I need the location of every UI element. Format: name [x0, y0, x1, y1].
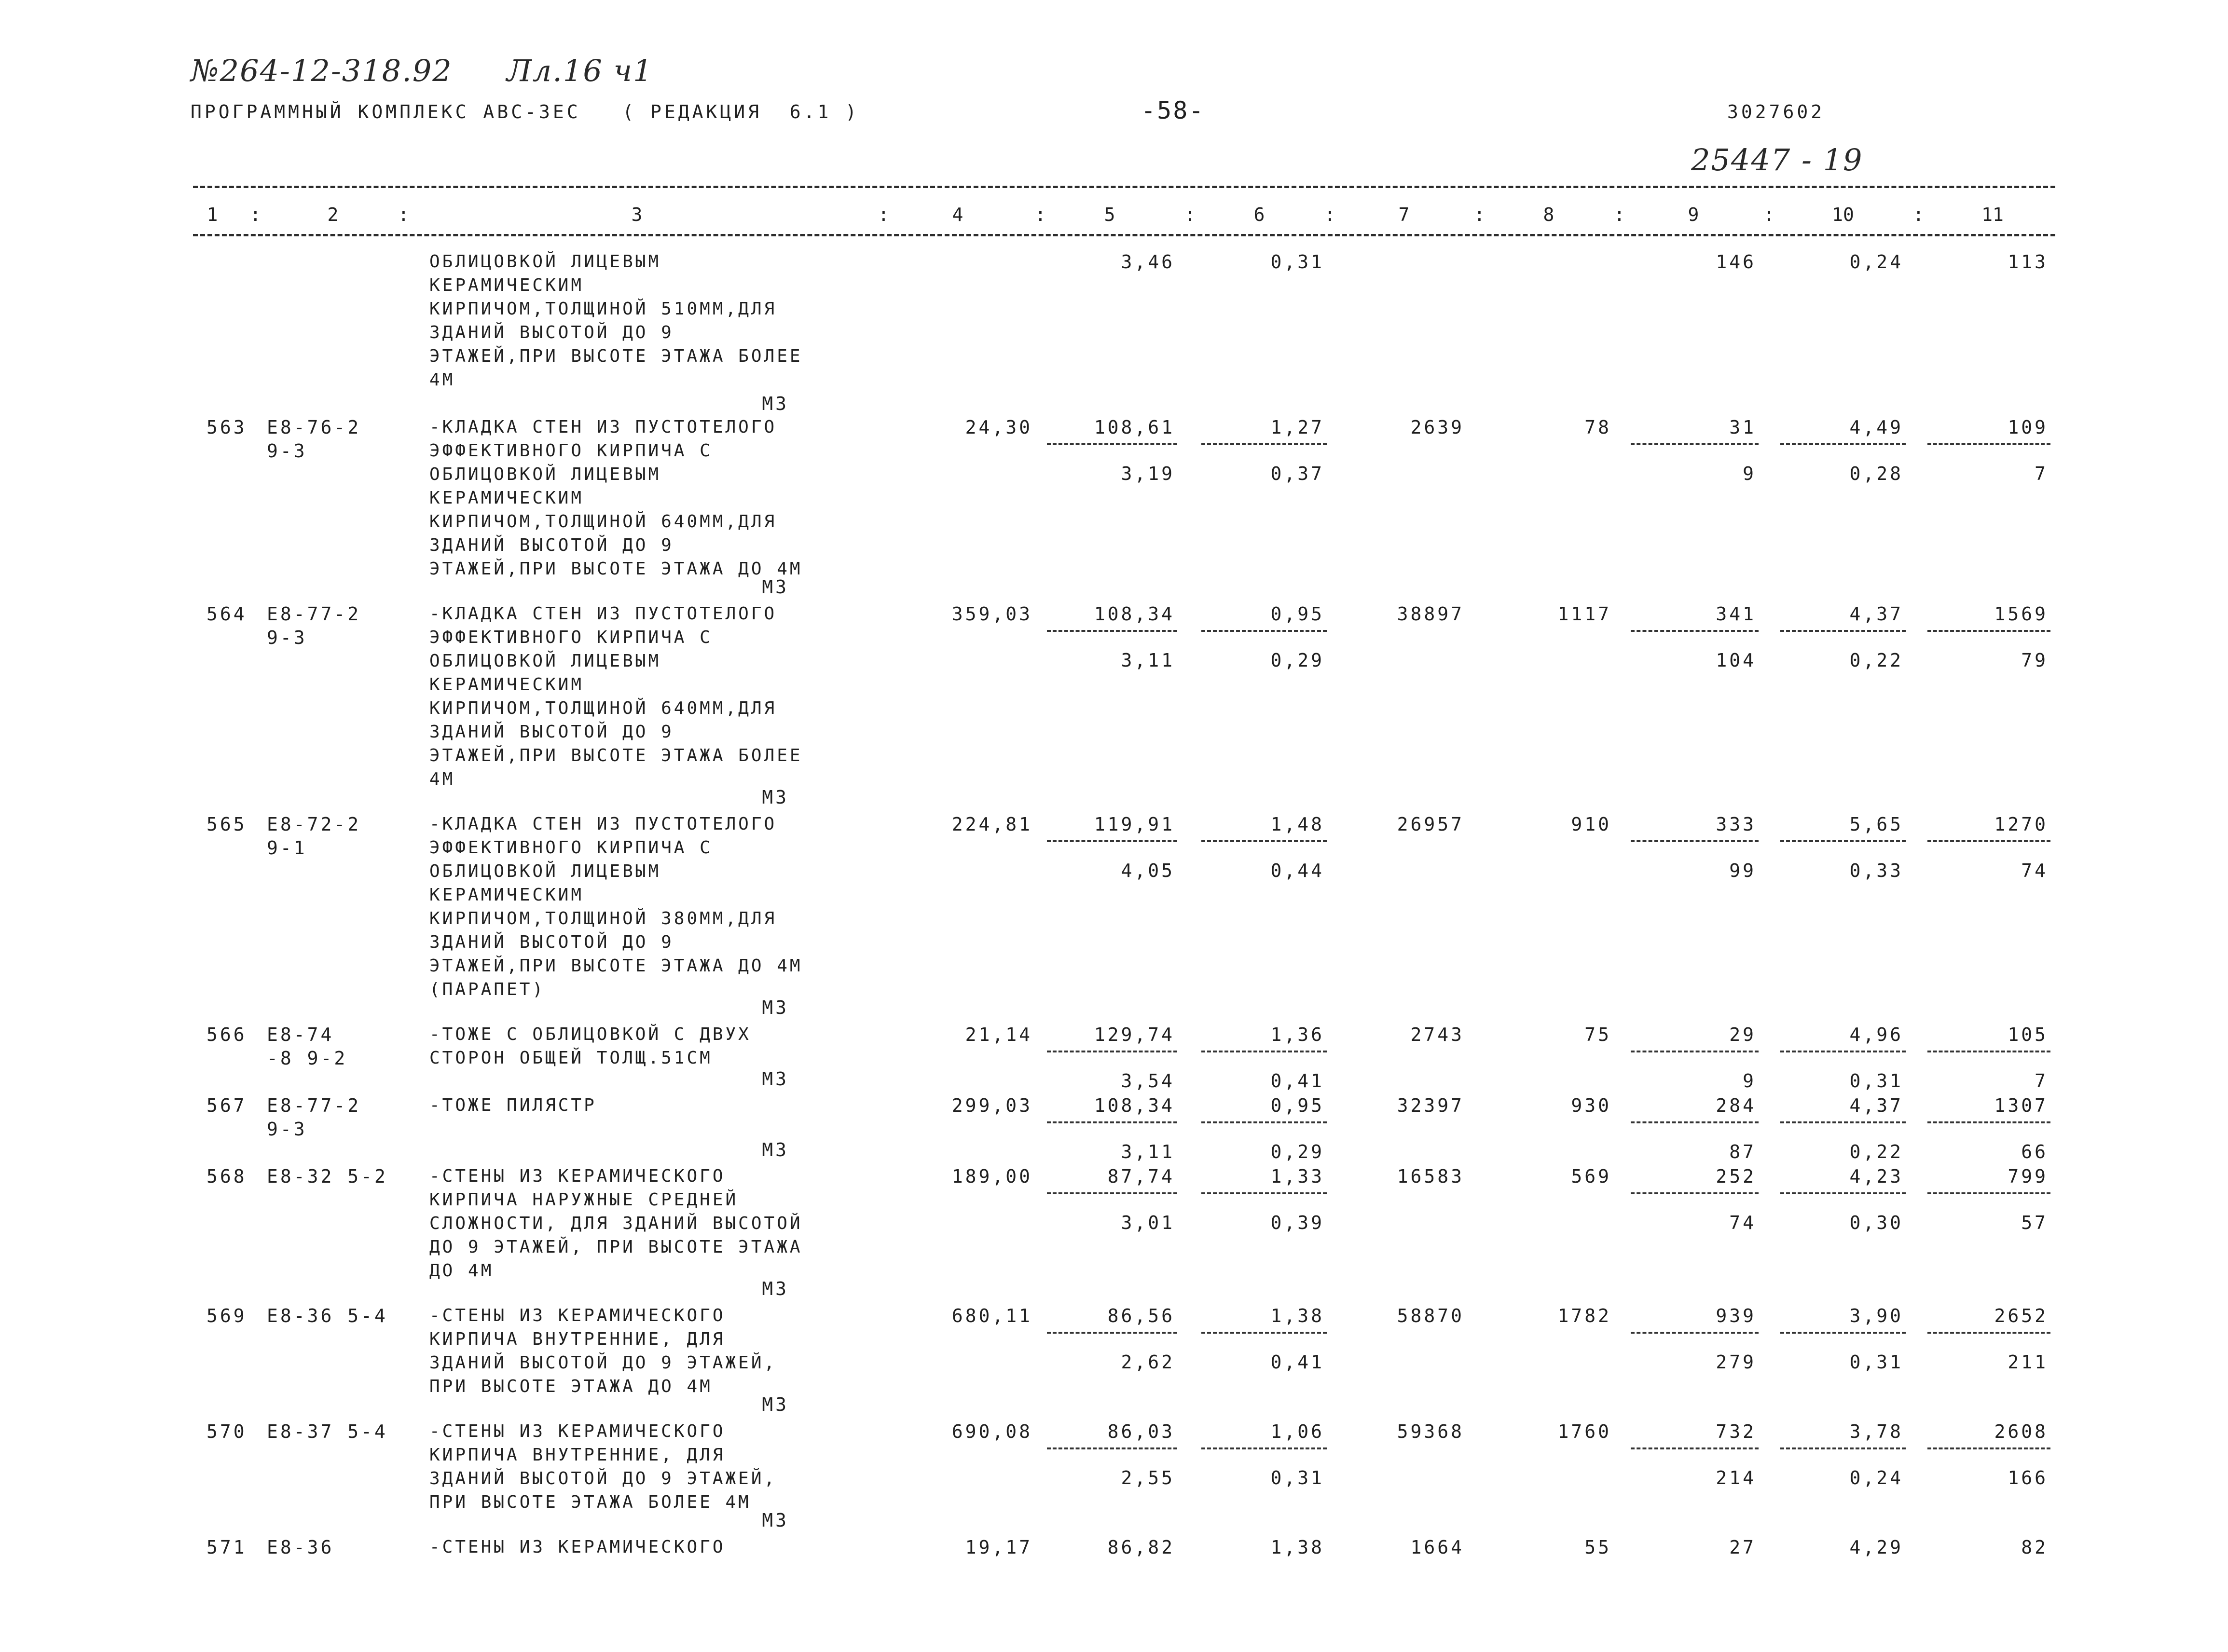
cell-c10: 5,65: [1849, 814, 1903, 835]
cell-c6-lower: 0,29: [1270, 1141, 1324, 1162]
cell-c5: 86,82: [1107, 1537, 1175, 1558]
fraction-divider: [1780, 840, 1906, 842]
cell-c11-lower: 66: [2021, 1141, 2048, 1162]
cell-c6-lower: 0,41: [1270, 1352, 1324, 1373]
column-header-1: 1: [206, 204, 218, 225]
program-title: ПРОГРАММНЫЙ КОМПЛЕКС АВС-3ЕС ( РЕДАКЦИЯ 6.1 ): [191, 101, 860, 123]
cell-c9: 31: [1729, 417, 1756, 438]
unit-label: М3: [762, 1394, 789, 1415]
description-line: ПРИ ВЫСОТЕ ЭТАЖА БОЛЕЕ 4М: [429, 1492, 751, 1512]
cell-c11: 109: [2008, 417, 2048, 438]
description-line: ЭФФЕКТИВНОГО КИРПИЧА С: [429, 628, 713, 647]
description-line: 4М: [429, 769, 455, 789]
column-header-10: 10: [1832, 204, 1854, 225]
fraction-divider: [1780, 1051, 1906, 1052]
description-line: СЛОЖНОСТИ, ДЛЯ ЗДАНИЙ ВЫСОТОЙ: [429, 1214, 803, 1233]
rate-code: Е8-77-2: [267, 603, 361, 625]
description-line: -СТЕНЫ ИЗ КЕРАМИЧЕСКОГО: [429, 1166, 726, 1186]
fraction-divider: [1631, 1192, 1759, 1194]
cell-c11: 82: [2021, 1537, 2048, 1558]
fraction-divider: [1201, 1121, 1327, 1123]
rate-code: Е8-76-2: [267, 417, 361, 438]
fraction-divider: [1047, 1192, 1177, 1194]
description-line: ПРИ ВЫСОТЕ ЭТАЖА ДО 4М: [429, 1377, 713, 1396]
fraction-divider: [1927, 840, 2050, 842]
row-number: 563: [206, 417, 247, 438]
fraction-divider: [1631, 1332, 1759, 1334]
description-line: ЭТАЖЕЙ,ПРИ ВЫСОТЕ ЭТАЖА ДО 4М: [429, 956, 803, 976]
row-number: 570: [206, 1421, 247, 1442]
handwritten-stamp: 25447 - 19: [1691, 142, 1863, 177]
description-line: ОБЛИЦОВКОЙ ЛИЦЕВЫМ: [429, 651, 661, 671]
cell-c11-lower: 7: [2035, 1070, 2048, 1092]
cell-c10: 4,96: [1849, 1024, 1903, 1045]
row-number: 569: [206, 1305, 247, 1326]
cell-c10: 4,29: [1849, 1537, 1903, 1558]
cell-c8: 1760: [1557, 1421, 1611, 1442]
rate-code: Е8-37 5-4: [267, 1421, 388, 1442]
description-line: -СТЕНЫ ИЗ КЕРАМИЧЕСКОГО: [429, 1306, 726, 1325]
fraction-divider: [1631, 1051, 1759, 1052]
rate-code: Е8-77-2: [267, 1095, 361, 1116]
fraction-divider: [1927, 443, 2050, 445]
description-line: ЭФФЕКТИВНОГО КИРПИЧА С: [429, 441, 713, 461]
cell-c6-lower: 0,39: [1270, 1212, 1324, 1233]
cell-col5-lower: 3,46: [1121, 251, 1175, 273]
column-separator: :: [1184, 204, 1196, 225]
header-rule-bottom: [193, 234, 2055, 236]
cell-c5: 87,74: [1107, 1166, 1175, 1187]
fraction-divider: [1631, 443, 1759, 445]
cell-c7: 2639: [1410, 417, 1464, 438]
description-line: КЕРАМИЧЕСКИМ: [429, 488, 584, 508]
cell-c7: 2743: [1410, 1024, 1464, 1045]
row-number: 566: [206, 1024, 247, 1045]
unit-label: М3: [762, 787, 789, 808]
description-line: ЗДАНИЙ ВЫСОТОЙ ДО 9: [429, 323, 674, 342]
cell-c9: 939: [1716, 1305, 1756, 1326]
cell-c11-lower: 211: [2008, 1352, 2048, 1373]
fraction-divider: [1201, 1051, 1327, 1052]
unit-label: М3: [762, 1278, 789, 1299]
cell-c11: 1307: [1994, 1095, 2048, 1116]
cell-c9: 252: [1716, 1166, 1756, 1187]
description-line: (ПАРАПЕТ): [429, 980, 546, 999]
cell-c8: 1782: [1557, 1305, 1611, 1326]
description-line: СТОРОН ОБЩЕЙ ТОЛЩ.51СМ: [429, 1048, 713, 1068]
fraction-divider: [1201, 1332, 1327, 1334]
cell-c5-lower: 3,01: [1121, 1212, 1175, 1233]
description-line: -СТЕНЫ ИЗ КЕРАМИЧЕСКОГО: [429, 1421, 726, 1441]
description-line: КИРПИЧА ВНУТРЕННИЕ, ДЛЯ: [429, 1445, 726, 1465]
rate-code: Е8-72-2: [267, 814, 361, 835]
cell-c7: 38897: [1397, 603, 1464, 625]
description-line: ДО 4М: [429, 1261, 494, 1281]
fraction-divider: [1047, 1332, 1177, 1334]
cell-c6: 1,27: [1270, 417, 1324, 438]
description-line: -КЛАДКА СТЕН ИЗ ПУСТОТЕЛОГО: [429, 417, 777, 437]
cell-c7: 1664: [1410, 1537, 1464, 1558]
cell-c9-lower: 87: [1729, 1141, 1756, 1162]
cell-c5-lower: 3,11: [1121, 1141, 1175, 1162]
rate-code: Е8-36 5-4: [267, 1305, 388, 1326]
fraction-divider: [1780, 630, 1906, 632]
cell-c5-lower: 2,55: [1121, 1467, 1175, 1488]
fraction-divider: [1201, 630, 1327, 632]
column-separator: :: [1614, 204, 1625, 225]
cell-c11-lower: 79: [2021, 650, 2048, 671]
fraction-divider: [1780, 1192, 1906, 1194]
cell-c4: 224,81: [951, 814, 1032, 835]
unit-label: М3: [762, 576, 789, 598]
cell-c11: 2652: [1994, 1305, 2048, 1326]
handwritten-doc-number: №264-12-318.92: [191, 53, 453, 88]
description-line: -ТОЖЕ С ОБЛИЦОВКОЙ С ДВУХ: [429, 1024, 751, 1044]
cell-c9-lower: 99: [1729, 860, 1756, 881]
description-line: КЕРАМИЧЕСКИМ: [429, 885, 584, 905]
description-line: КИРПИЧОМ,ТОЛЩИНОЙ 640ММ,ДЛЯ: [429, 698, 777, 718]
cell-col10-lower: 0,24: [1849, 251, 1903, 273]
cell-c4: 24,30: [965, 417, 1032, 438]
cell-c9-lower: 9: [1743, 1070, 1756, 1092]
description-line: ЗДАНИЙ ВЫСОТОЙ ДО 9 ЭТАЖЕЙ,: [429, 1353, 777, 1373]
fraction-divider: [1047, 630, 1177, 632]
fraction-divider: [1927, 1332, 2050, 1334]
description-line: -КЛАДКА СТЕН ИЗ ПУСТОТЕЛОГО: [429, 604, 777, 624]
cell-col9-lower: 146: [1716, 251, 1756, 273]
column-separator: :: [1324, 204, 1335, 225]
fraction-divider: [1047, 443, 1177, 445]
description-line: ЭТАЖЕЙ,ПРИ ВЫСОТЕ ЭТАЖА ДО 4М: [429, 559, 803, 579]
fraction-divider: [1927, 630, 2050, 632]
cell-c11: 2608: [1994, 1421, 2048, 1442]
cell-c5: 86,56: [1107, 1305, 1175, 1326]
fraction-divider: [1780, 1447, 1906, 1449]
cell-c10: 3,78: [1849, 1421, 1903, 1442]
cell-c4: 21,14: [965, 1024, 1032, 1045]
cell-c11: 1569: [1994, 603, 2048, 625]
cell-c9: 341: [1716, 603, 1756, 625]
unit-label: М3: [762, 1139, 789, 1160]
column-header-2: 2: [327, 204, 339, 225]
cell-c6: 1,38: [1270, 1305, 1324, 1326]
handwritten-sheet: Лл.16 ч1: [507, 53, 653, 88]
description-line: 4М: [429, 370, 455, 390]
cell-c10-lower: 0,30: [1849, 1212, 1903, 1233]
description-line: ОБЛИЦОВКОЙ ЛИЦЕВЫМ: [429, 464, 661, 484]
description-line: ОБЛИЦОВКОЙ ЛИЦЕВЫМ: [429, 252, 661, 272]
cell-c6-lower: 0,29: [1270, 650, 1324, 671]
cell-c10: 4,37: [1849, 1095, 1903, 1116]
cell-c11-lower: 7: [2035, 463, 2048, 484]
page-number: -58-: [1141, 96, 1205, 124]
cell-c8: 1117: [1557, 603, 1611, 625]
cell-col11-lower: 113: [2008, 251, 2048, 273]
cell-c8: 569: [1571, 1166, 1611, 1187]
cell-c9-lower: 279: [1716, 1352, 1756, 1373]
description-line: ЭТАЖЕЙ,ПРИ ВЫСОТЕ ЭТАЖА БОЛЕЕ: [429, 746, 803, 765]
row-number: 564: [206, 603, 247, 625]
cell-c10-lower: 0,28: [1849, 463, 1903, 484]
fraction-divider: [1201, 1447, 1327, 1449]
cell-c8: 55: [1584, 1537, 1611, 1558]
description-line: ЭТАЖЕЙ,ПРИ ВЫСОТЕ ЭТАЖА БОЛЕЕ: [429, 346, 803, 366]
cell-c6: 1,48: [1270, 814, 1324, 835]
cell-c4: 680,11: [951, 1305, 1032, 1326]
column-separator: :: [1763, 204, 1774, 225]
fraction-divider: [1201, 1192, 1327, 1194]
description-line: КИРПИЧА НАРУЖНЫЕ СРЕДНЕЙ: [429, 1190, 739, 1210]
description-line: -СТЕНЫ ИЗ КЕРАМИЧЕСКОГО: [429, 1537, 726, 1557]
cell-c6-lower: 0,44: [1270, 860, 1324, 881]
column-separator: :: [398, 204, 409, 225]
cell-c5-lower: 3,19: [1121, 463, 1175, 484]
description-line: КЕРАМИЧЕСКИМ: [429, 275, 584, 295]
fraction-divider: [1780, 1332, 1906, 1334]
cell-c8: 75: [1584, 1024, 1611, 1045]
fraction-divider: [1631, 840, 1759, 842]
cell-c7: 59368: [1397, 1421, 1464, 1442]
column-separator: :: [250, 204, 261, 225]
column-separator: :: [1474, 204, 1485, 225]
description-line: ЗДАНИЙ ВЫСОТОЙ ДО 9 ЭТАЖЕЙ,: [429, 1469, 777, 1488]
cell-c9-lower: 214: [1716, 1467, 1756, 1488]
column-separator: :: [878, 204, 889, 225]
cell-c5: 108,34: [1094, 603, 1175, 625]
cell-c6: 1,33: [1270, 1166, 1324, 1187]
cell-c9: 27: [1729, 1537, 1756, 1558]
cell-c5: 86,03: [1107, 1421, 1175, 1442]
cell-c11-lower: 74: [2021, 860, 2048, 881]
cell-c10-lower: 0,22: [1849, 1141, 1903, 1162]
cell-c11: 799: [2008, 1166, 2048, 1187]
cell-c5-lower: 4,05: [1121, 860, 1175, 881]
fraction-divider: [1631, 1121, 1759, 1123]
cell-c6: 1,36: [1270, 1024, 1324, 1045]
cell-c6: 0,95: [1270, 603, 1324, 625]
cell-c5-lower: 3,54: [1121, 1070, 1175, 1092]
cell-c9-lower: 104: [1716, 650, 1756, 671]
cell-c9-lower: 74: [1729, 1212, 1756, 1233]
cell-c10: 4,49: [1849, 417, 1903, 438]
fraction-divider: [1631, 630, 1759, 632]
cell-c8: 78: [1584, 417, 1611, 438]
column-header-11: 11: [1981, 204, 2004, 225]
cell-c5-lower: 2,62: [1121, 1352, 1175, 1373]
cell-c7: 58870: [1397, 1305, 1464, 1326]
cell-c7: 16583: [1397, 1166, 1464, 1187]
cell-c7: 26957: [1397, 814, 1464, 835]
column-header-8: 8: [1543, 204, 1554, 225]
unit-label: М3: [762, 1510, 789, 1531]
fraction-divider: [1047, 840, 1177, 842]
fraction-divider: [1047, 1121, 1177, 1123]
cell-c10-lower: 0,31: [1849, 1352, 1903, 1373]
cell-c9-lower: 9: [1743, 463, 1756, 484]
row-number: 568: [206, 1166, 247, 1187]
cell-c4: 299,03: [951, 1095, 1032, 1116]
cell-c10: 4,23: [1849, 1166, 1903, 1187]
description-line: ЗДАНИЙ ВЫСОТОЙ ДО 9: [429, 722, 674, 742]
column-separator: :: [1035, 204, 1046, 225]
description-line: ЗДАНИЙ ВЫСОТОЙ ДО 9: [429, 535, 674, 555]
cell-c4: 19,17: [965, 1537, 1032, 1558]
description-line: -КЛАДКА СТЕН ИЗ ПУСТОТЕЛОГО: [429, 814, 777, 834]
rate-code: Е8-74: [267, 1024, 334, 1045]
cell-c8: 910: [1571, 814, 1611, 835]
rate-code-sub: -8 9-2: [267, 1048, 348, 1069]
cell-c10-lower: 0,22: [1849, 650, 1903, 671]
unit-label: М3: [762, 997, 789, 1018]
cell-c4: 690,08: [951, 1421, 1032, 1442]
row-number: 567: [206, 1095, 247, 1116]
rate-code: Е8-36: [267, 1537, 334, 1558]
cell-c5: 108,61: [1094, 417, 1175, 438]
cell-c11-lower: 57: [2021, 1212, 2048, 1233]
cell-c6: 1,06: [1270, 1421, 1324, 1442]
cell-c11: 1270: [1994, 814, 2048, 835]
cell-c9: 29: [1729, 1024, 1756, 1045]
rate-code-sub: 9-3: [267, 440, 307, 462]
column-header-4: 4: [952, 204, 963, 225]
cell-c4: 359,03: [951, 603, 1032, 625]
fraction-divider: [1631, 1447, 1759, 1449]
fraction-divider: [1927, 1121, 2050, 1123]
cell-c10-lower: 0,31: [1849, 1070, 1903, 1092]
cell-c10: 4,37: [1849, 603, 1903, 625]
cell-c6-lower: 0,37: [1270, 463, 1324, 484]
document-code: 3027602: [1727, 101, 1825, 123]
cell-c6-lower: 0,41: [1270, 1070, 1324, 1092]
rate-code: Е8-32 5-2: [267, 1166, 388, 1187]
rate-code-sub: 9-3: [267, 1119, 307, 1140]
description-line: ОБЛИЦОВКОЙ ЛИЦЕВЫМ: [429, 861, 661, 881]
fraction-divider: [1780, 1121, 1906, 1123]
cell-col6-lower: 0,31: [1270, 251, 1324, 273]
description-line: ЭФФЕКТИВНОГО КИРПИЧА С: [429, 838, 713, 858]
unit-label: М3: [762, 393, 789, 414]
unit-label: М3: [762, 1068, 789, 1090]
fraction-divider: [1201, 840, 1327, 842]
cell-c6-lower: 0,31: [1270, 1467, 1324, 1488]
cell-c10-lower: 0,33: [1849, 860, 1903, 881]
description-line: -ТОЖЕ ПИЛЯСТР: [429, 1095, 597, 1115]
description-line: КИРПИЧОМ,ТОЛЩИНОЙ 510ММ,ДЛЯ: [429, 299, 777, 319]
row-number: 571: [206, 1537, 247, 1558]
rate-code-sub: 9-3: [267, 627, 307, 648]
column-header-6: 6: [1253, 204, 1265, 225]
fraction-divider: [1927, 1051, 2050, 1052]
column-separator: :: [1913, 204, 1924, 225]
cell-c9: 284: [1716, 1095, 1756, 1116]
column-header-9: 9: [1688, 204, 1699, 225]
cell-c9: 732: [1716, 1421, 1756, 1442]
fraction-divider: [1047, 1051, 1177, 1052]
description-line: КИРПИЧОМ,ТОЛЩИНОЙ 640ММ,ДЛЯ: [429, 512, 777, 532]
cell-c6: 1,38: [1270, 1537, 1324, 1558]
cell-c11: 105: [2008, 1024, 2048, 1045]
description-line: КИРПИЧА ВНУТРЕННИЕ, ДЛЯ: [429, 1329, 726, 1349]
rate-code-sub: 9-1: [267, 837, 307, 859]
column-header-5: 5: [1104, 204, 1115, 225]
description-line: ЗДАНИЙ ВЫСОТОЙ ДО 9: [429, 932, 674, 952]
column-header-3: 3: [631, 204, 643, 225]
header-rule-top: [193, 186, 2055, 188]
cell-c5: 119,91: [1094, 814, 1175, 835]
cell-c10: 3,90: [1849, 1305, 1903, 1326]
fraction-divider: [1201, 443, 1327, 445]
row-number: 565: [206, 814, 247, 835]
cell-c5: 108,34: [1094, 1095, 1175, 1116]
fraction-divider: [1927, 1192, 2050, 1194]
column-header-7: 7: [1398, 204, 1410, 225]
fraction-divider: [1047, 1447, 1177, 1449]
cell-c4: 189,00: [951, 1166, 1032, 1187]
description-line: КЕРАМИЧЕСКИМ: [429, 675, 584, 695]
description-line: КИРПИЧОМ,ТОЛЩИНОЙ 380ММ,ДЛЯ: [429, 909, 777, 928]
cell-c10-lower: 0,24: [1849, 1467, 1903, 1488]
description-line: ДО 9 ЭТАЖЕЙ, ПРИ ВЫСОТЕ ЭТАЖА: [429, 1237, 803, 1257]
cell-c9: 333: [1716, 814, 1756, 835]
cell-c5: 129,74: [1094, 1024, 1175, 1045]
cell-c5-lower: 3,11: [1121, 650, 1175, 671]
fraction-divider: [1780, 443, 1906, 445]
fraction-divider: [1927, 1447, 2050, 1449]
cell-c6: 0,95: [1270, 1095, 1324, 1116]
cell-c11-lower: 166: [2008, 1467, 2048, 1488]
cell-c7: 32397: [1397, 1095, 1464, 1116]
cell-c8: 930: [1571, 1095, 1611, 1116]
